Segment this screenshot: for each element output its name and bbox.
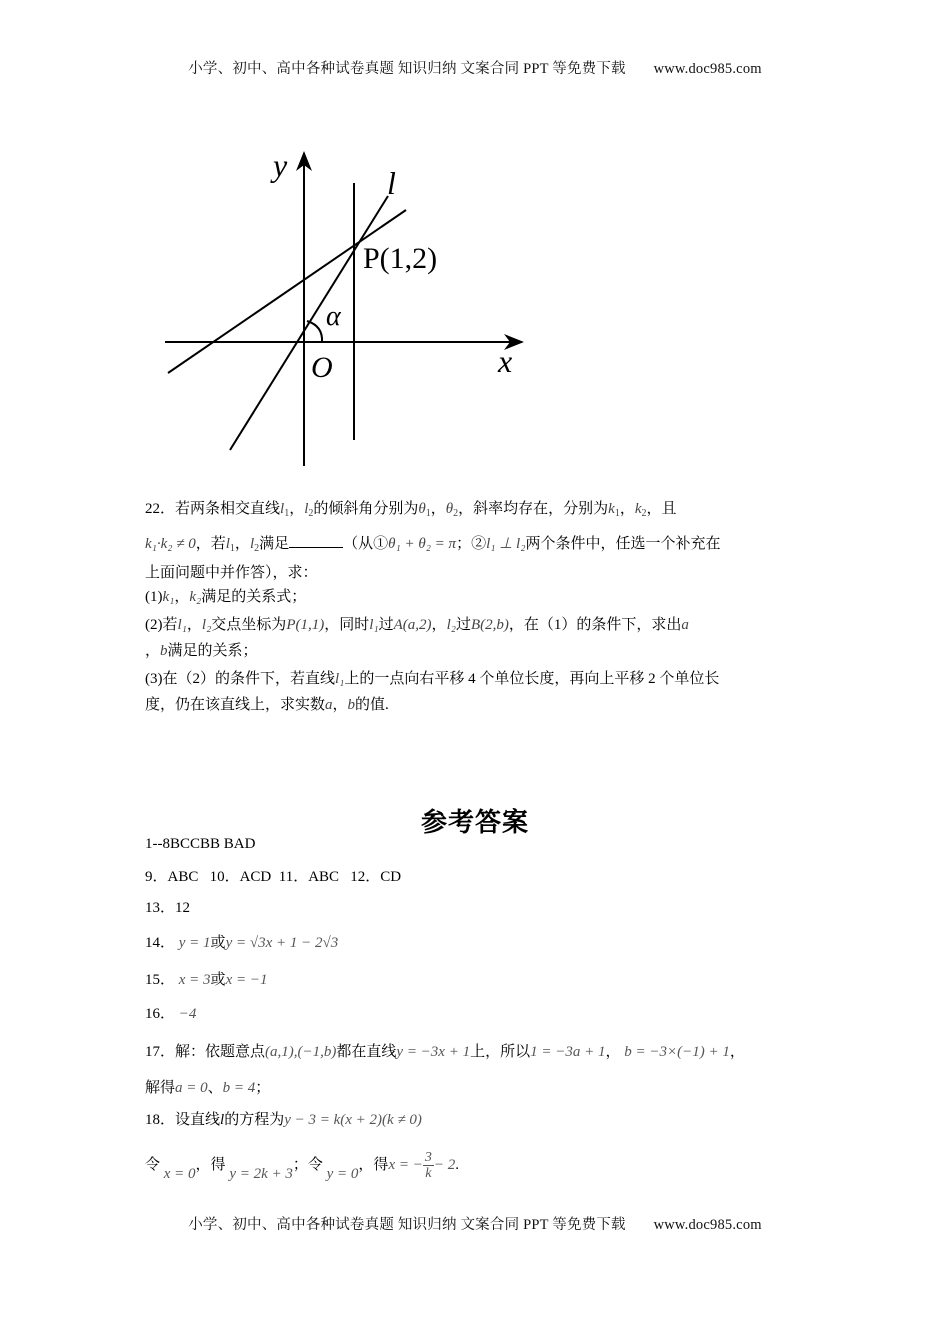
- answer-row-9-12: 9．ABC 10．ACD 11．ABC 12．CD: [145, 869, 402, 885]
- y-label: y: [273, 147, 288, 183]
- shallow-line: [168, 210, 406, 373]
- q22-part1: (1)k₁，k₂满足的关系式；: [145, 589, 307, 605]
- answer-blank: [289, 533, 343, 548]
- answers-title: 参考答案: [420, 808, 529, 838]
- footer-text: 小学、初中、高中各种试卷真题 知识归纳 文案合同 PPT 等免费下载: [188, 1217, 626, 1233]
- answer-row-1-8: 1--8BCCBB BAD: [145, 836, 256, 852]
- answer-row-15: 15． x = 3或x = −1: [145, 972, 268, 988]
- x-label: x: [498, 343, 513, 379]
- answer-row-17-result: 解得a = 0、b = 4；: [145, 1080, 271, 1096]
- answer-row-13: 13．12: [145, 900, 191, 916]
- fraction: $\frac{3}{k}$: [424, 1150, 432, 1181]
- answer-row-16: 16． −4: [145, 1006, 197, 1022]
- header-text: 小学、初中、高中各种试卷真题 知识归纳 文案合同 PPT 等免费下载: [188, 61, 626, 77]
- alpha-label: α: [326, 301, 341, 332]
- footer-site-link[interactable]: www.doc985.com: [653, 1217, 762, 1233]
- q22-part3: (3)在（2）的条件下，若直线l₁上的一点向右平移 4 个单位长度，再向上平移 2 个单位长 度，仍在该直线上，求实数a，b的值.: [145, 671, 720, 713]
- line-l: [230, 196, 388, 450]
- answer-row-18-intercepts: 令 x = 0，得 y = 2k + 3；令 y = 0，得x = − $\frac{3}{k}$ − 2.: [145, 1150, 459, 1182]
- page-footer: [0, 1213, 950, 1234]
- coordinate-figure: [150, 140, 550, 480]
- q22-line3: 上面问题中并作答），求：: [145, 565, 318, 581]
- page-header: [0, 57, 950, 78]
- line-l-label: l: [387, 165, 396, 201]
- answer-row-14: 14． y = 1或y = √3x + 1 − 2√3: [145, 935, 339, 951]
- answer-row-17: 17．解：依题意点(a,1),(−1,b)都在直线y = −3x + 1上，所以1 = −3a + 1， b = −3×(−1) + 1，: [145, 1044, 745, 1060]
- q22-part2: (2)若l₁，l₂交点坐标为P(1,1)，同时l₁过A(a,2)，l₂过B(2,b)，在（1）的条件下，求出a ，b满足的关系；: [145, 617, 689, 659]
- point-p-label: P(1,2): [363, 242, 438, 275]
- question-22: [145, 496, 805, 718]
- q22-line1: 22．若两条相交直线$l_1$，$l_2$的倾斜角分别为$\theta_1$，$\theta_2$，斜率均存在，分别为$k_1$，$k_2$，且: [145, 501, 677, 519]
- line-diagram: [150, 140, 550, 480]
- origin-label: O: [311, 351, 333, 384]
- header-site-link[interactable]: www.doc985.com: [653, 61, 762, 77]
- answer-row-18: 18．设直线l的方程为y − 3 = k(x + 2)(k ≠ 0): [145, 1112, 422, 1128]
- q22-line2: k₁·k₂ ≠ 0，若$l_1$，$l_2$满足 （从①θ₁ + θ₂ = π；②l₁ ⊥ l₂两个条件中，任选一个补充在: [145, 531, 805, 562]
